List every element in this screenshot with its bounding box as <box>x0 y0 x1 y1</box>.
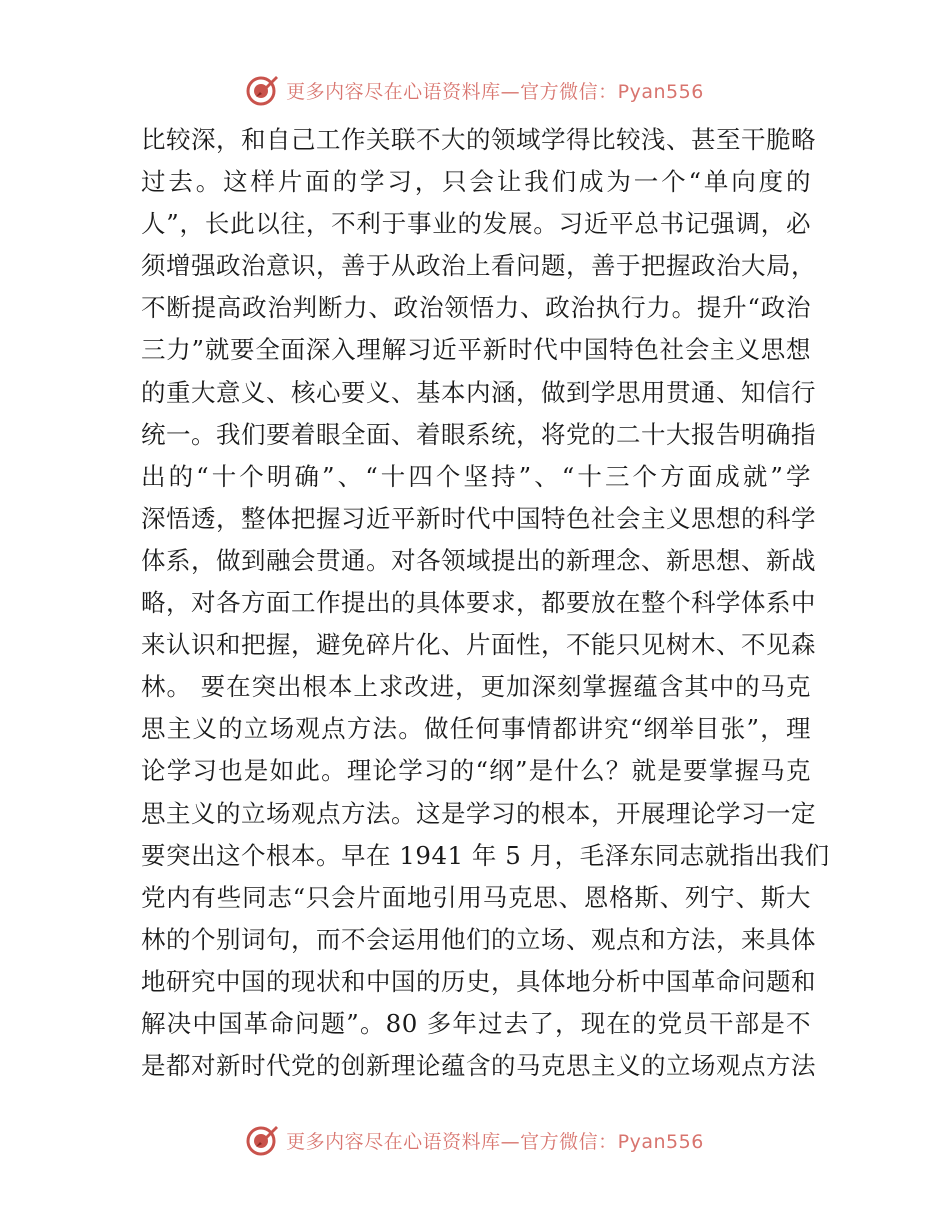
document-body <box>141 119 830 1087</box>
text-line: 党内有些同志“只会片面地引用马克思、恩格斯、列宁、斯大 <box>141 882 811 912</box>
text-line: 过去。这样片面的学习，只会让我们成为一个“单向度的 <box>141 167 811 197</box>
text-line: 深悟透，整体把握习近平新时代中国特色社会主义思想的科学 <box>141 503 816 533</box>
text-line: 思主义的立场观点方法。做任何事情都讲究“纲举目张”，理 <box>141 714 811 744</box>
text-line: 不断提高政治判断力、政治领悟力、政治执行力。提升“政治 <box>141 293 811 323</box>
text-line: 略，对各方面工作提出的具体要求，都要放在整个科学体系中 <box>141 588 816 618</box>
text-line: 林的个别词句，而不会运用他们的立场、观点和方法，来具体 <box>141 924 816 954</box>
pen-logo-icon <box>246 1123 280 1157</box>
text-line: 三力”就要全面深入理解习近平新时代中国特色社会主义思想 <box>141 335 811 365</box>
text-line: 出的“十个明确”、“十四个坚持”、“十三个方面成就”学 <box>141 461 811 491</box>
text-line: 解决中国革命问题”。80 多年过去了，现在的党员干部是不 <box>141 1008 811 1038</box>
text-line: 须增强政治意识，善于从政治上看问题，善于把握政治大局， <box>141 251 816 281</box>
header-watermark-banner <box>0 70 950 110</box>
header-watermark-text: 更多内容尽在心语资料库—官方微信：Pyan556 <box>286 80 704 103</box>
footer-watermark-banner <box>0 1120 950 1160</box>
text-line: 思主义的立场观点方法。这是学习的根本，开展理论学习一定 <box>141 798 816 828</box>
text-line: 比较深，和自己工作关联不大的领域学得比较浅、甚至干脆略 <box>141 125 816 154</box>
pen-logo-icon <box>246 73 280 107</box>
text-line: 统一。我们要着眼全面、着眼系统，将党的二十大报告明确指 <box>141 419 816 449</box>
text-line: 人”，长此以往，不利于事业的发展。习近平总书记强调，必 <box>141 209 811 239</box>
text-line: 的重大意义、核心要义、基本内涵，做到学思用贯通、知信行 <box>141 377 816 407</box>
text-line: 来认识和把握，避免碎片化、片面性，不能只见树木、不见森 <box>141 630 816 660</box>
text-line: 体系，做到融会贯通。对各领域提出的新理念、新思想、新战 <box>141 545 816 575</box>
text-line: 要突出这个根本。早在 1941 年 5 月，毛泽东同志就指出我们 <box>141 840 830 870</box>
text-line: 论学习也是如此。理论学习的“纲”是什么？就是要掌握马克 <box>141 756 811 786</box>
text-line: 林。 要在突出根本上求改进，更加深刻掌握蕴含其中的马克 <box>141 672 811 702</box>
text-line: 地研究中国的现状和中国的历史，具体地分析中国革命问题和 <box>141 966 816 996</box>
text-line: 是都对新时代党的创新理论蕴含的马克思主义的立场观点方法 <box>141 1051 816 1081</box>
footer-watermark-text: 更多内容尽在心语资料库—官方微信：Pyan556 <box>286 1130 704 1153</box>
